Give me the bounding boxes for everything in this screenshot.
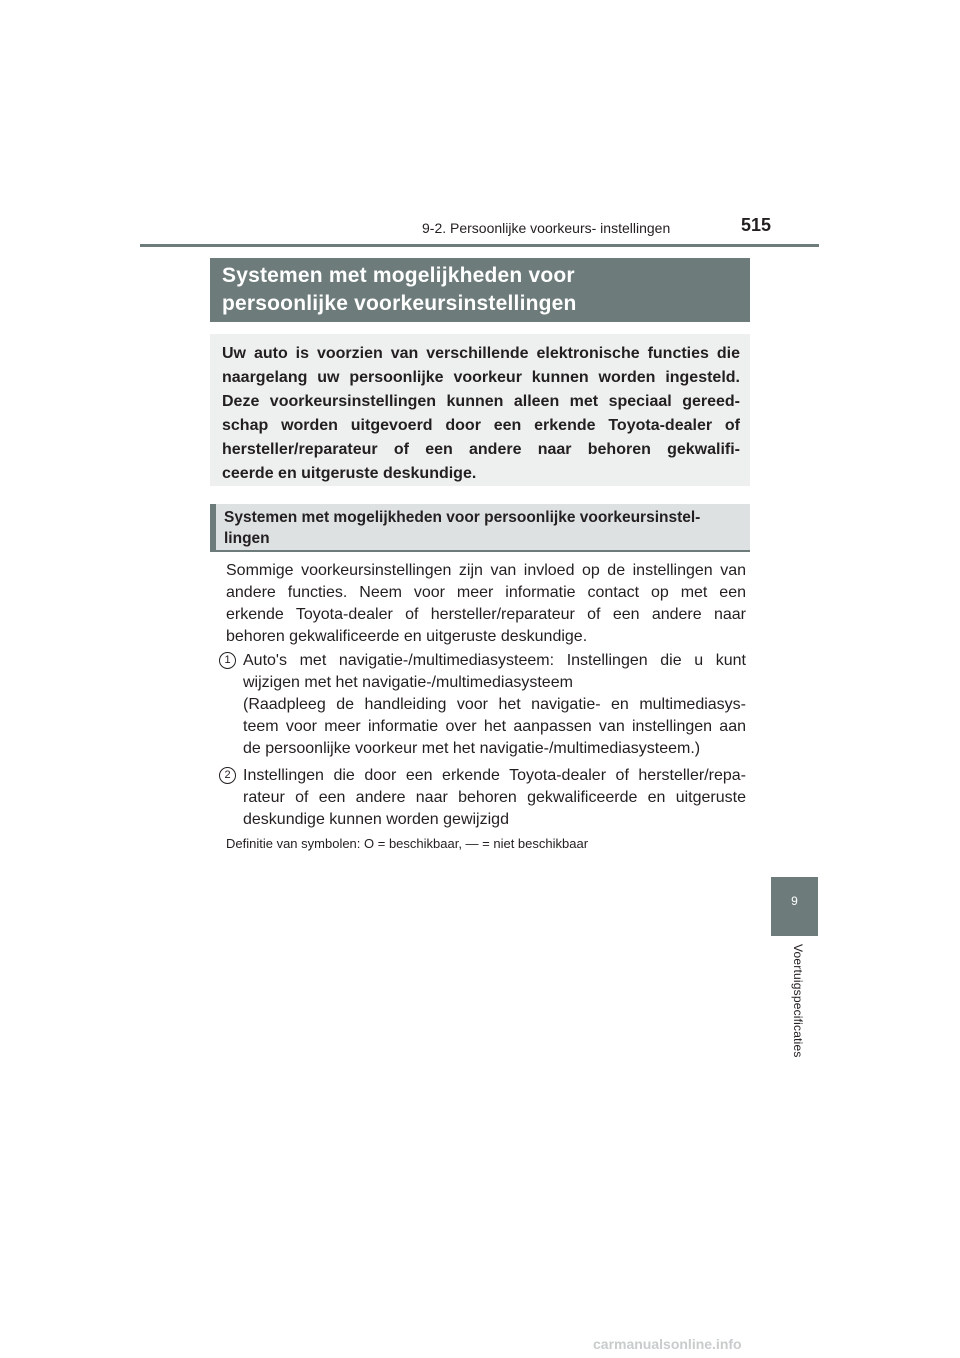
chapter-tab: 9 <box>771 877 818 936</box>
header-section-title: 9-2. Persoonlijke voorkeurs- instellingen <box>422 220 671 236</box>
list-item <box>224 765 746 831</box>
intro-line: naargelang uw persoonlijke voorkeur kunnen worden ingesteld. <box>222 369 740 386</box>
page-title-line: persoonlijke voorkeursinstellingen <box>222 292 577 315</box>
body-line: behoren gekwalificeerde en uitgeruste deskundige. <box>226 628 588 645</box>
subheading-line: Systemen met mogelijkheden voor persoonlijke voorkeursinstel- <box>224 509 701 526</box>
page-title <box>210 258 750 322</box>
body-line: erkende Toyota-dealer of hersteller/reparateur of een andere naar <box>226 606 746 623</box>
body-paragraph <box>226 560 746 648</box>
intro-box <box>210 334 750 486</box>
symbol-definition-note: Definitie van symbolen: O = beschikbaar, — = niet beschikbaar <box>226 836 589 851</box>
list-item <box>224 650 746 760</box>
item-line: teem voor meer informatie over het aanpassen van instellingen aan <box>243 718 746 735</box>
intro-line: hersteller/reparateur of een andere naar behoren gekwalifi- <box>222 441 740 458</box>
body-line: andere functies. Neem voor meer informatie contact op met een <box>226 584 746 601</box>
item-line: Auto's met navigatie-/multimediasysteem: Instellingen die u kunt <box>243 652 746 669</box>
intro-line: schap worden uitgevoerd door een erkende Toyota-dealer of <box>222 417 740 434</box>
section-subheading <box>210 504 750 552</box>
chapter-tab-label: Voertuigspecificaties <box>791 944 805 1058</box>
item-line: rateur of een andere naar behoren gekwalificeerde en uitgeruste <box>243 789 746 806</box>
item-line: deskundige kunnen worden gewijzigd <box>243 811 509 828</box>
body-line: Sommige voorkeursinstellingen zijn van invloed op de instellingen van <box>226 562 746 579</box>
item-line: Instellingen die door een erkende Toyota-dealer of hersteller/repa- <box>243 767 746 784</box>
header-divider <box>140 244 819 247</box>
item-number-badge: 2 <box>219 767 236 784</box>
intro-line: Deze voorkeursinstellingen kunnen alleen met speciaal gereed- <box>222 393 740 410</box>
subheading-line: lingen <box>224 530 270 547</box>
intro-line: ceerde en uitgeruste deskundige. <box>222 465 477 482</box>
item-line: de persoonlijke voorkeur met het navigatie-/multimediasysteem.) <box>243 740 701 757</box>
item-number-badge: 1 <box>219 652 236 669</box>
page-number: 515 <box>741 215 772 235</box>
item-line: wijzigen met het navigatie-/multimediasysteem <box>243 674 573 691</box>
footer-watermark: carmanualsonline.info <box>593 1336 742 1352</box>
page-title-line: Systemen met mogelijkheden voor <box>222 264 575 287</box>
intro-line: Uw auto is voorzien van verschillende elektronische functies die <box>222 345 740 362</box>
item-line: (Raadpleeg de handleiding voor het navigatie- en multimediasys- <box>243 696 746 713</box>
